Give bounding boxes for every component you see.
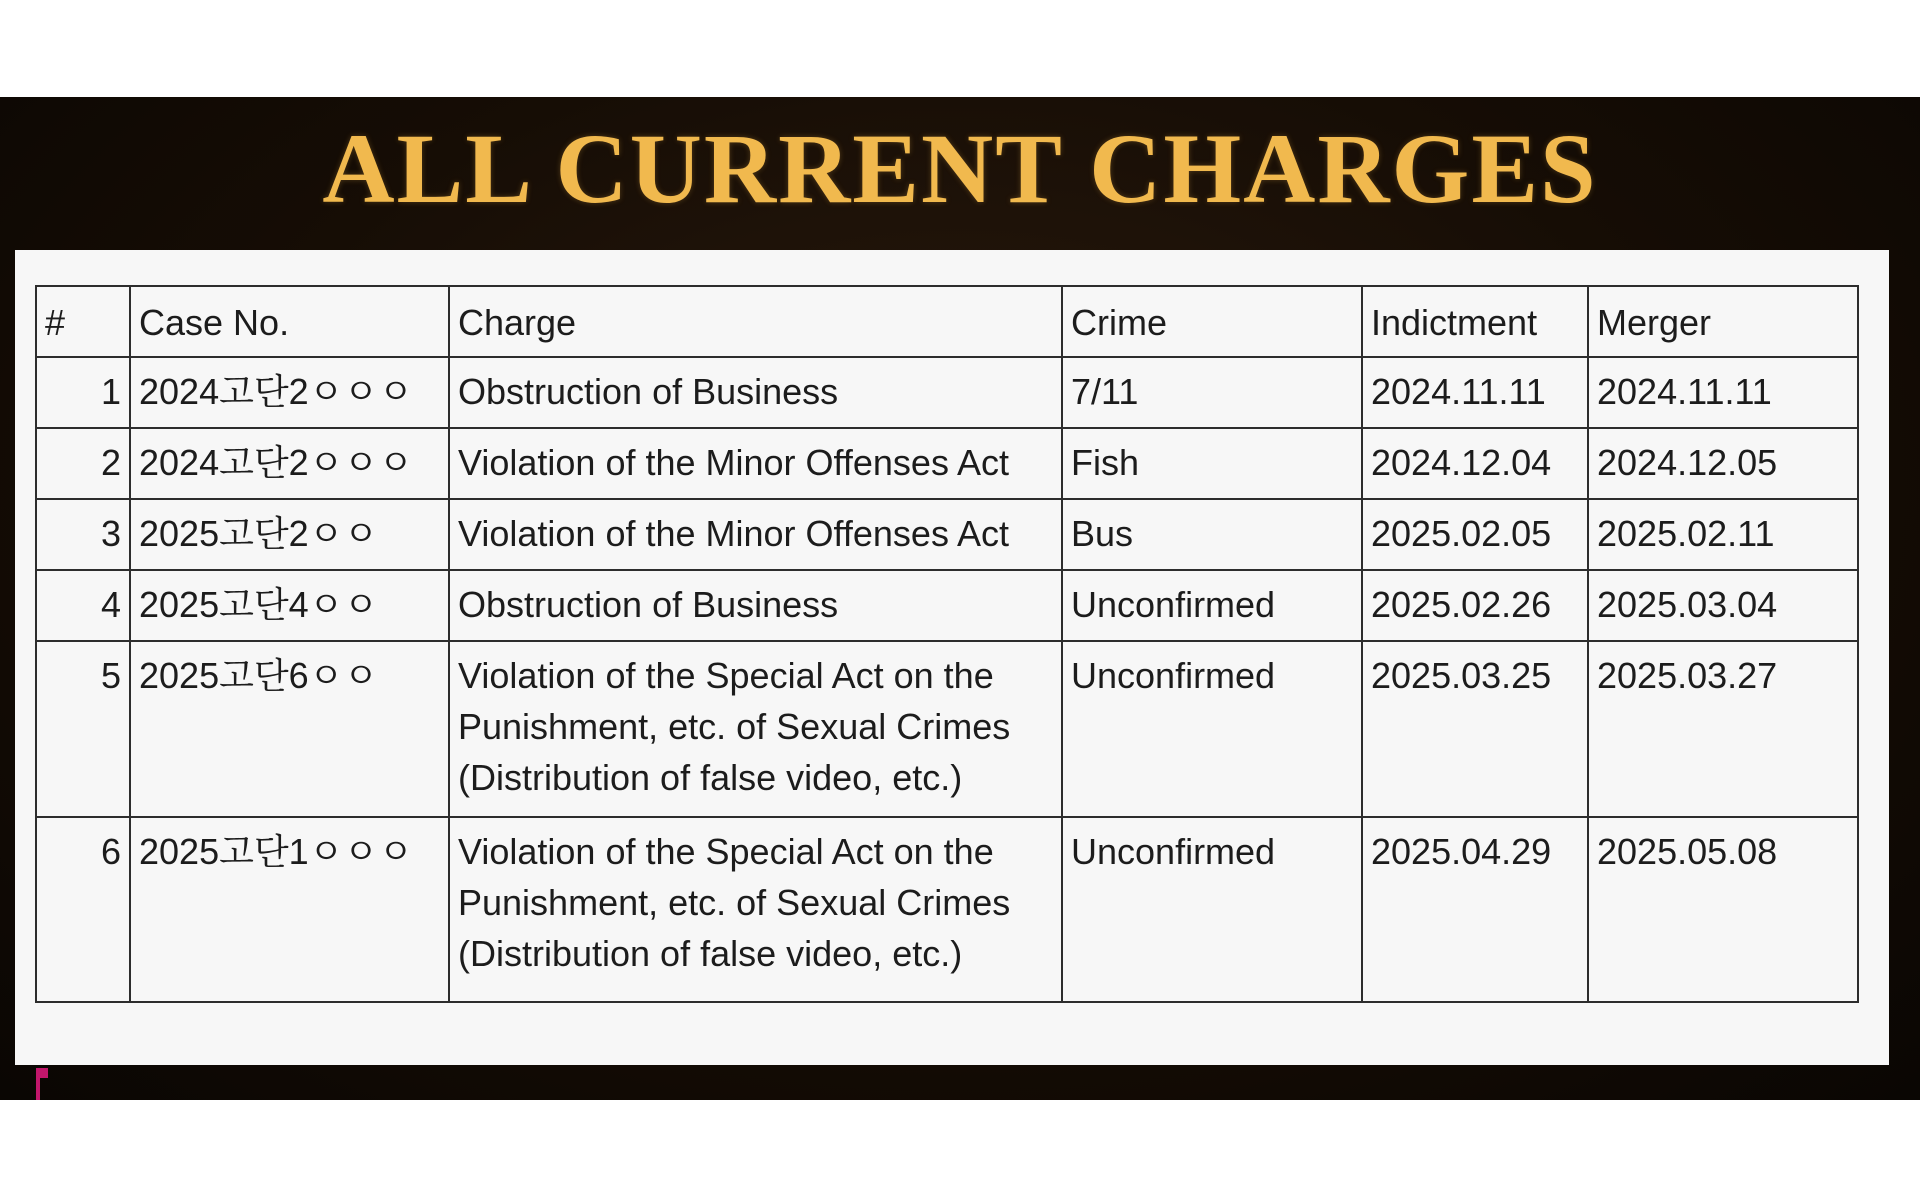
row-number: 2 bbox=[36, 428, 130, 499]
case-number: 2024고단2ㅇㅇㅇ bbox=[130, 357, 449, 428]
merger-date: 2025.03.27 bbox=[1588, 641, 1858, 817]
header-case-no: Case No. bbox=[130, 286, 449, 357]
row-number: 6 bbox=[36, 817, 130, 1002]
indictment-date: 2025.03.25 bbox=[1362, 641, 1588, 817]
crime-text: Fish bbox=[1062, 428, 1362, 499]
indictment-date: 2024.11.11 bbox=[1362, 357, 1588, 428]
charge-text: Violation of the Special Act on the Punishment, etc. of Sexual Crimes (Distribution of false video, etc.) bbox=[449, 817, 1062, 1002]
case-number: 2025고단6ㅇㅇ bbox=[130, 641, 449, 817]
table-header-row bbox=[36, 286, 1858, 357]
header-merger: Merger bbox=[1588, 286, 1858, 357]
table-row bbox=[36, 570, 1858, 641]
merger-date: 2025.03.04 bbox=[1588, 570, 1858, 641]
table-row bbox=[36, 817, 1858, 1002]
indictment-date: 2025.02.26 bbox=[1362, 570, 1588, 641]
row-number: 5 bbox=[36, 641, 130, 817]
charge-text: Violation of the Minor Offenses Act bbox=[449, 428, 1062, 499]
case-number: 2025고단2ㅇㅇ bbox=[130, 499, 449, 570]
row-number: 4 bbox=[36, 570, 130, 641]
header-charge: Charge bbox=[449, 286, 1062, 357]
merger-date: 2025.05.08 bbox=[1588, 817, 1858, 1002]
charge-text: Violation of the Special Act on the Punishment, etc. of Sexual Crimes (Distribution of false video, etc.) bbox=[449, 641, 1062, 817]
crime-text: Unconfirmed bbox=[1062, 817, 1362, 1002]
header-crime: Crime bbox=[1062, 286, 1362, 357]
table-row bbox=[36, 641, 1858, 817]
charge-text: Obstruction of Business bbox=[449, 570, 1062, 641]
header-number: # bbox=[36, 286, 130, 357]
merger-date: 2025.02.11 bbox=[1588, 499, 1858, 570]
slide-title: ALL CURRENT CHARGES bbox=[322, 113, 1598, 224]
crime-text: Bus bbox=[1062, 499, 1362, 570]
document-panel bbox=[15, 250, 1889, 1065]
indictment-date: 2024.12.04 bbox=[1362, 428, 1588, 499]
case-number: 2024고단2ㅇㅇㅇ bbox=[130, 428, 449, 499]
table-row bbox=[36, 357, 1858, 428]
charge-text: Obstruction of Business bbox=[449, 357, 1062, 428]
header-indictment: Indictment bbox=[1362, 286, 1588, 357]
table-row bbox=[36, 499, 1858, 570]
crime-text: Unconfirmed bbox=[1062, 641, 1362, 817]
case-number: 2025고단1ㅇㅇㅇ bbox=[130, 817, 449, 1002]
text-cursor-marker bbox=[36, 1068, 40, 1100]
table-row bbox=[36, 428, 1858, 499]
case-number: 2025고단4ㅇㅇ bbox=[130, 570, 449, 641]
charges-table bbox=[35, 285, 1859, 1003]
row-number: 3 bbox=[36, 499, 130, 570]
merger-date: 2024.12.05 bbox=[1588, 428, 1858, 499]
crime-text: 7/11 bbox=[1062, 357, 1362, 428]
slide bbox=[0, 97, 1920, 1100]
row-number: 1 bbox=[36, 357, 130, 428]
crime-text: Unconfirmed bbox=[1062, 570, 1362, 641]
merger-date: 2024.11.11 bbox=[1588, 357, 1858, 428]
indictment-date: 2025.04.29 bbox=[1362, 817, 1588, 1002]
indictment-date: 2025.02.05 bbox=[1362, 499, 1588, 570]
charge-text: Violation of the Minor Offenses Act bbox=[449, 499, 1062, 570]
